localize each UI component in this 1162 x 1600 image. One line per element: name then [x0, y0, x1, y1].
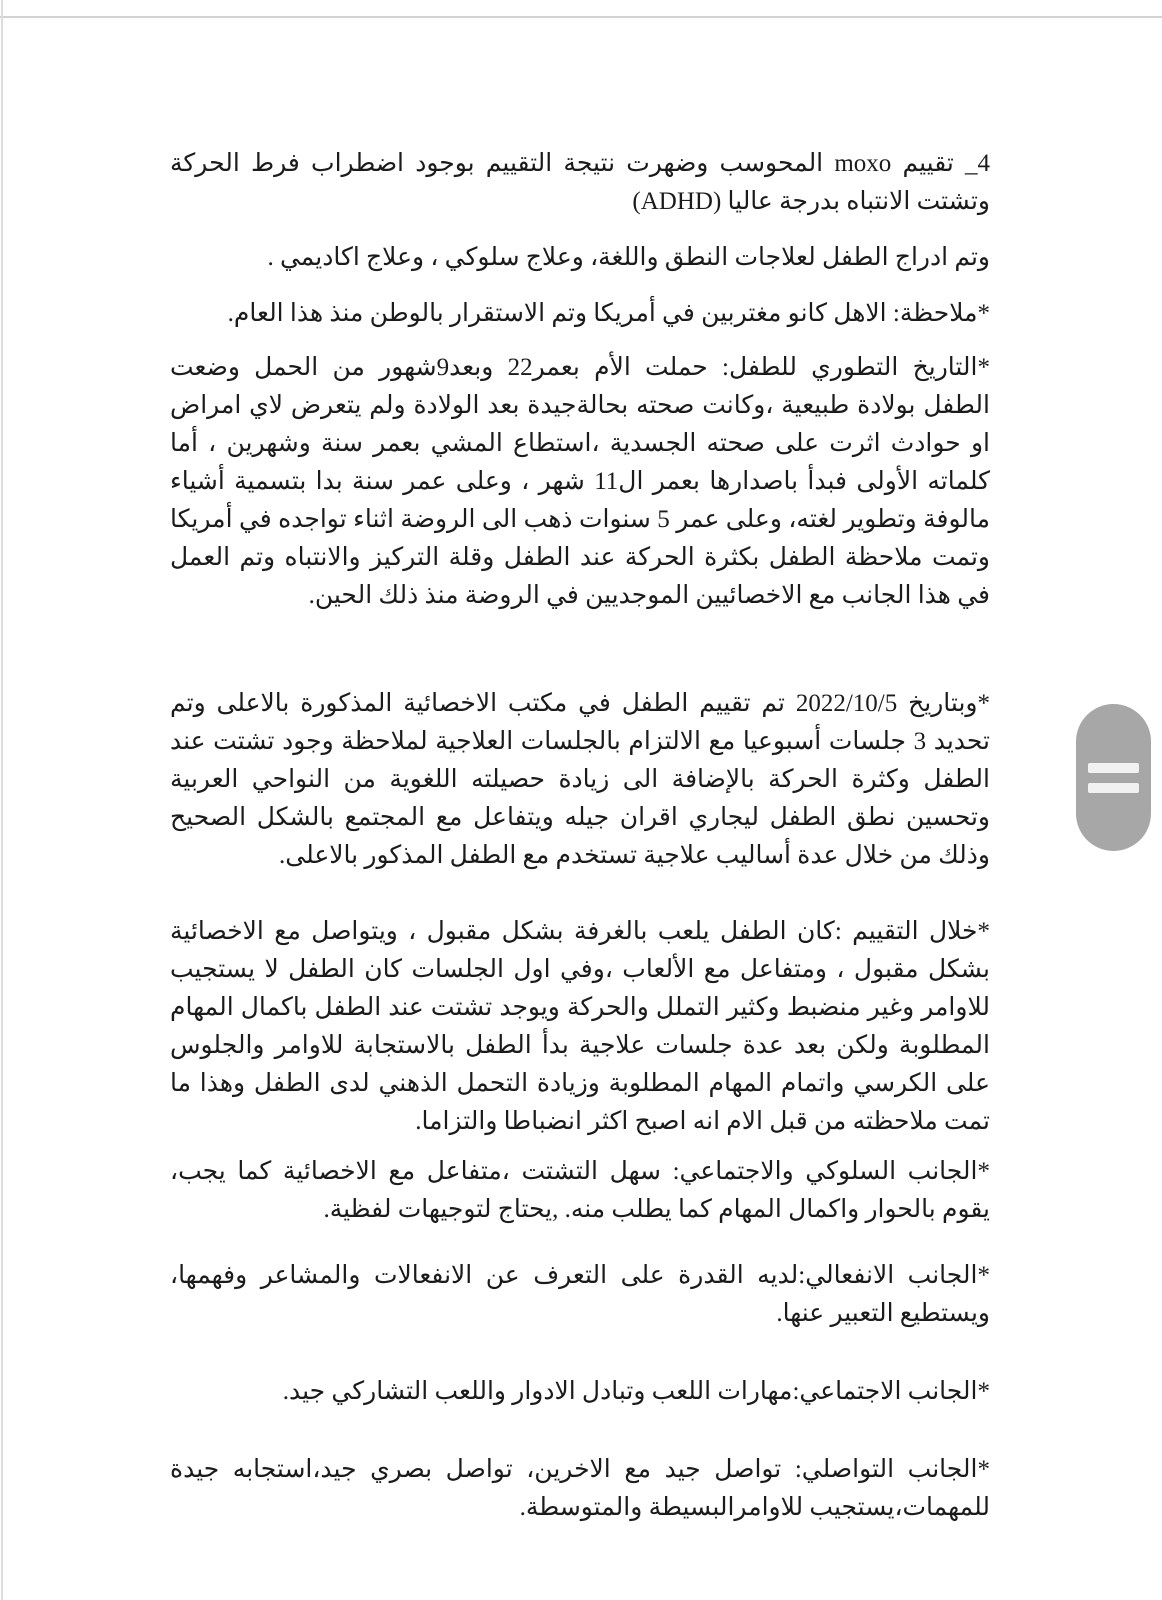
paragraph: 4_ تقييم moxo المحوسب وضهرت نتيجة التقييم بوجود اضطراب فرط الحركة وتشتت الانتباه بدرجة عاليا (ADHD) [170, 150, 990, 215]
paragraph: *الجانب التواصلي: تواصل جيد مع الاخرين، تواصل بصري جيد،استجابه جيدة للمهمات،يستجيب للاوامرالبسيطة والمتوسطة. [170, 1456, 990, 1521]
paragraph: *وبتاريخ 2022/10/5 تم تقييم الطفل في مكتب الاخصائية المذكورة بالاعلى وتم تحديد 3 جلسات أسبوعيا مع الالتزام بالجلسات العلاجية لملاحظة وجود تشتت عند الطفل وكثرة الحركة بالإضافة الى زيادة حصيلته اللغوية من النواحي العربية وتحسين نطق الطفل ليجاري اقران جيله ويتفاعل مع المجتمع بالشكل الصحيح وذلك من خلال عدة أساليب علاجية تستخدم مع الطفل المذكور بالاعلى. [170, 690, 990, 869]
paragraph: *الجانب الاجتماعي:مهارات اللعب وتبادل الادوار واللعب التشاركي جيد. [282, 1378, 990, 1405]
paragraph: *الجانب السلوكي والاجتماعي: سهل التشتت ،متفاعل مع الاخصائية كما يجب، يقوم بالحوار واكمال المهام كما يطلب منه. ,يحتاج لتوجيهات لفظية. [170, 1158, 990, 1223]
paragraph: *الجانب الانفعالي:لديه القدرة على التعرف عن الانفعالات والمشاعر وفهمها، ويستطيع التعبير عنها. [170, 1262, 990, 1327]
scroll-drag-handle[interactable] [1076, 704, 1151, 851]
grip-line-icon [1088, 783, 1139, 793]
paragraph: *ملاحظة: الاهل كانو مغتربين في أمريكا وتم الاستقرار بالوطن منذ هذا العام. [227, 300, 990, 327]
paragraph: *التاريخ التطوري للطفل: حملت الأم بعمر22 وبعد9شهور من الحمل وضعت الطفل بولادة طبيعية ،وكانت صحته بحالةجيدة بعد الولادة ولم يتعرض لاي امراض او حوادث اثرت على صحته الجسدية ،استطاع المشي بعمر سنة وشهرين ، أما كلماته الأولى فبدأ باصدارها بعمر ال11 شهر ، وعلى عمر سنة بدا بتسمية أشياء مالوفة وتطوير لغته، وعلى عمر 5 سنوات ذهب الى الروضة اثناء تواجده في أمريكا وتمت ملاحظة الطفل بكثرة الحركة عند الطفل وقلة التركيز والانتباه وتم العمل في هذا الجانب مع الاخصائيين الموجديين في الروضة منذ ذلك الحين. [170, 354, 991, 609]
paragraph: وتم ادراج الطفل لعلاجات النطق واللغة، وعلاج سلوكي ، وعلاج اكاديمي . [267, 244, 990, 271]
grip-line-icon [1088, 763, 1139, 773]
paragraph: *خلال التقييم :كان الطفل يلعب بالغرفة بشكل مقبول ، ويتواصل مع الاخصائية بشكل مقبول ، ومتفاعل مع الألعاب ،وفي اول الجلسات كان الطفل لا يستجيب للاوامر وغير منضبط وكثير التملل والحركة ويوجد تشتت عند الطفل باكمال المهام المطلوبة ولكن بعد عدة جلسات علاجية بدأ الطفل بالاستجابة للاوامر والجلوس على الكرسي واتمام المهام المطلوبة وزيادة التحمل الذهني لدى الطفل وهذا ما تمت ملاحظته من قبل الام انه اصبح اكثر انضباطا والتزاما. [170, 918, 990, 1135]
